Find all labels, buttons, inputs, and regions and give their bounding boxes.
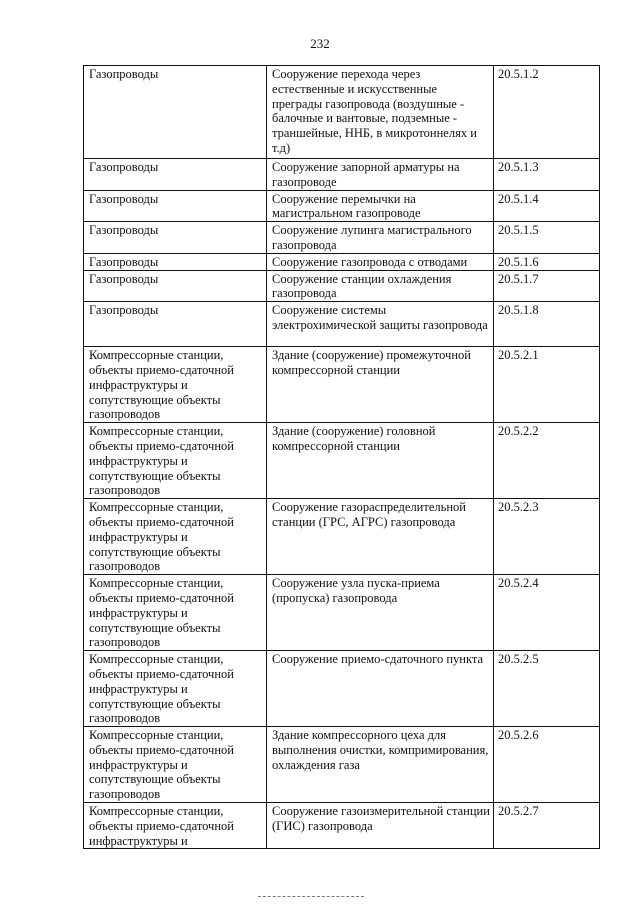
object-name-cell: Сооружение перемычки на магистральном газопроводе [267, 190, 494, 222]
category-cell: Газопроводы [84, 159, 267, 191]
table-row [84, 190, 600, 222]
table-row [84, 222, 600, 254]
object-name-cell: Здание (сооружение) промежуточной компрессорной станции [267, 347, 494, 423]
table-row [84, 499, 600, 575]
table-row [84, 159, 600, 191]
category-cell: Компрессорные станции, объекты приемо-сдаточной инфраструктуры и [84, 803, 267, 849]
code-cell: 20.5.2.6 [494, 727, 600, 803]
code-cell: 20.5.2.5 [494, 651, 600, 727]
table-row [84, 575, 600, 651]
category-cell: Компрессорные станции, объекты приемо-сдаточной инфраструктуры и сопутствующие объекты газопроводов [84, 575, 267, 651]
category-cell: Компрессорные станции, объекты приемо-сдаточной инфраструктуры и сопутствующие объекты газопроводов [84, 347, 267, 423]
table-row [84, 253, 600, 270]
table-row [84, 803, 600, 849]
object-name-cell: Сооружение газопровода с отводами [267, 253, 494, 270]
code-cell: 20.5.1.7 [494, 270, 600, 302]
category-cell: Газопроводы [84, 66, 267, 159]
code-cell: 20.5.2.3 [494, 499, 600, 575]
table-row [84, 347, 600, 423]
code-cell: 20.5.1.8 [494, 302, 600, 347]
code-cell: 20.5.1.5 [494, 222, 600, 254]
table-row [84, 423, 600, 499]
object-name-cell: Сооружение узла пуска-приема (пропуска) газопровода [267, 575, 494, 651]
object-name-cell: Сооружение лупинга магистрального газопровода [267, 222, 494, 254]
category-cell: Газопроводы [84, 270, 267, 302]
object-name-cell: Сооружение приемо-сдаточного пункта [267, 651, 494, 727]
object-name-cell: Сооружение системы электрохимической защиты газопровода [267, 302, 494, 347]
category-cell: Газопроводы [84, 222, 267, 254]
object-name-cell: Сооружение запорной арматуры на газопроводе [267, 159, 494, 191]
category-cell: Газопроводы [84, 253, 267, 270]
object-name-cell: Здание (сооружение) головной компрессорной станции [267, 423, 494, 499]
object-name-cell: Сооружение газораспределительной станции (ГРС, АГРС) газопровода [267, 499, 494, 575]
page-number: 232 [310, 36, 330, 51]
code-cell: 20.5.1.3 [494, 159, 600, 191]
code-cell: 20.5.1.2 [494, 66, 600, 159]
category-cell: Газопроводы [84, 190, 267, 222]
page-bottom-divider [258, 896, 364, 897]
category-cell: Компрессорные станции, объекты приемо-сдаточной инфраструктуры и сопутствующие объекты газопроводов [84, 499, 267, 575]
category-cell: Компрессорные станции, объекты приемо-сдаточной инфраструктуры и сопутствующие объекты газопроводов [84, 727, 267, 803]
object-name-cell: Сооружение станции охлаждения газопровода [267, 270, 494, 302]
table-row [84, 270, 600, 302]
table-row [84, 302, 600, 347]
object-name-cell: Сооружение перехода через естественные и искусственные преграды газопровода (воздушные - балочные и вантовые, подземные - траншейные, ННБ, в микротоннелях и т.д) [267, 66, 494, 159]
code-cell: 20.5.2.4 [494, 575, 600, 651]
object-name-cell: Здание компрессорного цеха для выполнения очистки, компримирования, охлаждения газа [267, 727, 494, 803]
table-row [84, 727, 600, 803]
code-cell: 20.5.1.4 [494, 190, 600, 222]
code-cell: 20.5.2.7 [494, 803, 600, 849]
category-cell: Компрессорные станции, объекты приемо-сдаточной инфраструктуры и сопутствующие объекты газопроводов [84, 423, 267, 499]
table-row [84, 66, 600, 159]
classification-table [83, 65, 600, 849]
category-cell: Газопроводы [84, 302, 267, 347]
object-name-cell: Сооружение газоизмерительной станции (ГИС) газопровода [267, 803, 494, 849]
category-cell: Компрессорные станции, объекты приемо-сдаточной инфраструктуры и сопутствующие объекты газопроводов [84, 651, 267, 727]
table-row [84, 651, 600, 727]
code-cell: 20.5.2.2 [494, 423, 600, 499]
code-cell: 20.5.1.6 [494, 253, 600, 270]
code-cell: 20.5.2.1 [494, 347, 600, 423]
